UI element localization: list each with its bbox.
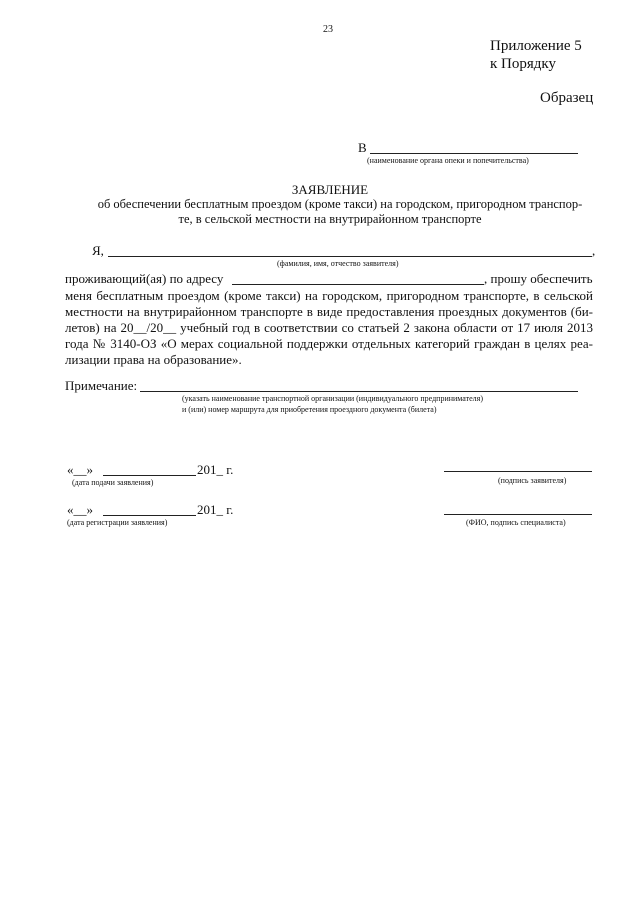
recipient-prefix: В xyxy=(358,140,367,155)
submit-date-field[interactable] xyxy=(103,475,196,476)
address-field[interactable] xyxy=(232,284,484,285)
document-subtitle-line2: те, в сельской местности на внутрирайонном транспорте xyxy=(178,212,482,226)
applicant-caption: (фамилия, имя, отчество заявителя) xyxy=(277,259,399,268)
register-date-year: 201_ г. xyxy=(197,502,234,517)
applicant-signature-caption: (подпись заявителя) xyxy=(498,476,567,485)
applicant-suffix: , xyxy=(592,243,596,258)
applicant-name-field[interactable] xyxy=(108,256,592,257)
body-line3: местности на внутрирайонном транспорте в виде предоставления проездных документов (би- xyxy=(65,304,593,319)
sample-label: Образец xyxy=(540,90,594,106)
register-date-day: «__» xyxy=(67,502,93,517)
body-line6: лизации права на образование». xyxy=(65,352,242,367)
specialist-signature-caption: (ФИО, подпись специалиста) xyxy=(466,518,566,527)
note-caption1: (указать наименование транспортной организации (индивидуального предпринимателя) xyxy=(182,394,484,403)
submit-date-year: 201_ г. xyxy=(197,462,234,477)
applicant-signature-field[interactable] xyxy=(444,471,592,472)
applicant-prefix: Я, xyxy=(92,243,104,258)
note-label: Примечание: xyxy=(65,378,138,393)
appendix-line1: Приложение 5 xyxy=(490,38,582,54)
note-caption2: и (или) номер маршрута для приобретения проездного документа (билета) xyxy=(182,405,437,414)
appendix-line2: к Порядку xyxy=(490,56,556,72)
document-heading: ЗАЯВЛЕНИЕ xyxy=(291,182,369,197)
recipient-field[interactable] xyxy=(370,153,578,154)
submit-date-caption: (дата подачи заявления) xyxy=(72,478,154,487)
note-field[interactable] xyxy=(140,391,578,392)
body-line2: меня бесплатным проездом (кроме такси) на городском, пригородном транспорте, в сельской xyxy=(65,288,593,303)
specialist-signature-field[interactable] xyxy=(444,514,592,515)
document-subtitle-line1: об обеспечении бесплатным проездом (кроме такси) на городском, пригородном транспор- xyxy=(97,197,583,211)
body-line4: летов) на 20__/20__ учебный год в соответствии со статьей 2 закона области от 17 июля 2013 xyxy=(65,320,593,335)
address-label: проживающий(ая) по адресу xyxy=(65,271,224,286)
register-date-caption: (дата регистрации заявления) xyxy=(67,518,168,527)
body-line5: года № 3140-ОЗ «О мерах социальной поддержки отдельных категорий граждан в целях реа- xyxy=(65,336,593,351)
register-date-field[interactable] xyxy=(103,515,196,516)
page-number: 23 xyxy=(323,24,333,35)
address-request: , прошу обеспечить xyxy=(484,271,593,286)
recipient-caption: (наименование органа опеки и попечительства) xyxy=(367,156,529,165)
submit-date-day: «__» xyxy=(67,462,93,477)
